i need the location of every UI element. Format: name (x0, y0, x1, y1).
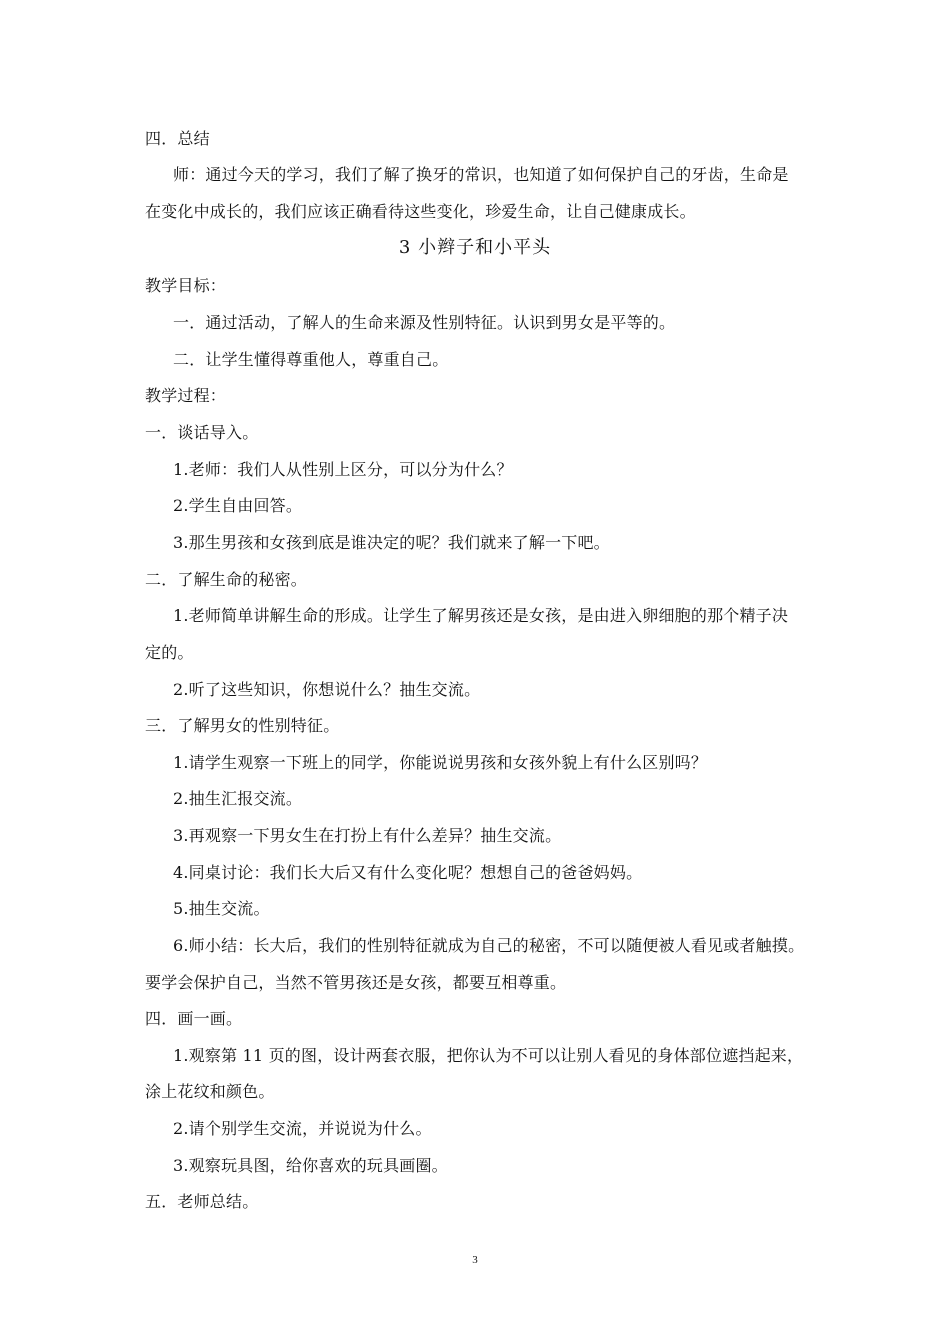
part-3-item-3: 3.再观察一下男女生在打扮上有什么差异？抽生交流。 (173, 826, 562, 845)
part-4-item-1-line-2: 涂上花纹和颜色。 (145, 1082, 275, 1101)
summary-heading: 四．总结 (145, 129, 210, 148)
part-3-item-4: 4.同桌讨论：我们长大后又有什么变化呢？想想自己的爸爸妈妈。 (173, 863, 643, 882)
part-2-item-1-line-1: 1.老师简单讲解生命的形成。让学生了解男孩还是女孩，是由进入卵细胞的那个精子决 (173, 606, 789, 625)
part-3-item-5: 5.抽生交流。 (173, 899, 270, 918)
teaching-goal-2: 二．让学生懂得尊重他人，尊重自己。 (173, 350, 449, 369)
part-4-item-1-line-1: 1.观察第 11 页的图，设计两套衣服，把你认为不可以让别人看见的身体部位遮挡起来， (173, 1046, 804, 1065)
part-3-item-2: 2.抽生汇报交流。 (173, 789, 303, 808)
part-4-item-3: 3.观察玩具图，给你喜欢的玩具画圈。 (173, 1156, 448, 1175)
summary-paragraph-line-1: 师：通过今天的学习，我们了解了换牙的常识，也知道了如何保护自己的牙齿，生命是 (173, 165, 789, 184)
lesson-title: 3 小辫子和小平头 (398, 237, 552, 258)
part-4-heading: 四．画一画。 (145, 1009, 243, 1028)
part-2-item-2: 2.听了这些知识，你想说什么？抽生交流。 (173, 680, 481, 699)
summary-paragraph-line-2: 在变化中成长的，我们应该正确看待这些变化，珍爱生命，让自己健康成长。 (145, 202, 696, 221)
part-3-item-6-line-1: 6.师小结：长大后，我们的性别特征就成为自己的秘密，不可以随便被人看见或者触摸。 (173, 936, 805, 955)
part-5-heading: 五．老师总结。 (145, 1192, 259, 1211)
part-3-heading: 三．了解男女的性别特征。 (145, 716, 340, 735)
teaching-goal-1: 一．通过活动，了解人的生命来源及性别特征。认识到男女是平等的。 (173, 313, 676, 332)
part-1-item-1: 1.老师：我们人从性别上区分，可以分为什么？ (173, 460, 513, 479)
part-1-item-2: 2.学生自由回答。 (173, 496, 303, 515)
part-2-heading: 二．了解生命的秘密。 (145, 570, 308, 589)
part-3-item-6-line-2: 要学会保护自己，当然不管男孩还是女孩，都要互相尊重。 (145, 973, 567, 992)
page-number: 3 (472, 1254, 478, 1266)
part-1-item-3: 3.那生男孩和女孩到底是谁决定的呢？我们就来了解一下吧。 (173, 533, 610, 552)
part-1-heading: 一．谈话导入。 (145, 423, 259, 442)
part-3-item-1: 1.请学生观察一下班上的同学，你能说说男孩和女孩外貌上有什么区别吗？ (173, 753, 708, 772)
teaching-process-label: 教学过程： (145, 386, 227, 405)
part-2-item-1-line-2: 定的。 (145, 643, 194, 662)
teaching-goals-label: 教学目标： (145, 276, 227, 295)
part-4-item-2: 2.请个别学生交流，并说说为什么。 (173, 1119, 432, 1138)
